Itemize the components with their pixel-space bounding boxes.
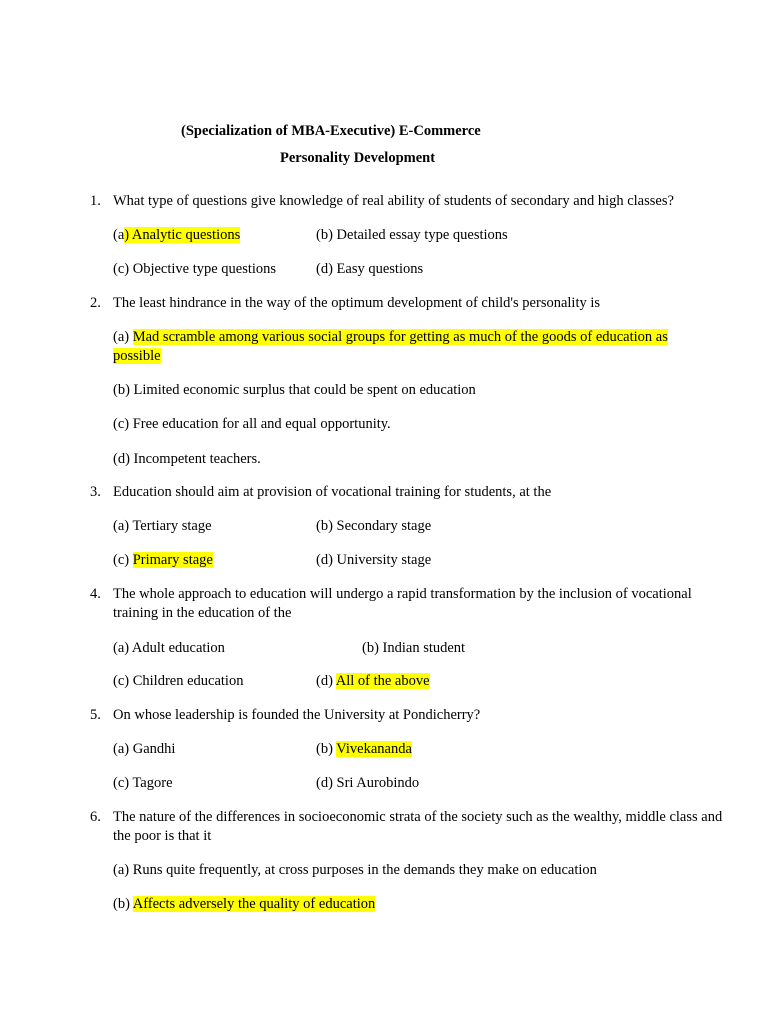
option-b: (b) Secondary stage	[316, 518, 432, 534]
option-a: (a) Tertiary stage	[113, 518, 212, 534]
question-text: The whole approach to education will undergo a rapid transformation by the inclusion of vocational training in the education of the	[113, 586, 692, 621]
option-d: (d) Sri Aurobindo	[316, 775, 420, 791]
option-c: (c) Objective type questions	[113, 261, 277, 277]
answer-highlight: Mad scramble among various social groups for getting as much of the goods of education as possible	[113, 329, 668, 364]
option-prefix: (a)	[113, 329, 133, 345]
option-c	[113, 551, 213, 570]
question-text: Education should aim at provision of vocational training for students, at the	[113, 484, 552, 500]
option-prefix: (a	[113, 227, 125, 243]
option-a: (a) Runs quite frequently, at cross purposes in the demands they make on education	[113, 862, 597, 878]
question-number: 5.	[90, 707, 101, 723]
option-c: (c) Tagore	[113, 775, 173, 791]
option-a	[113, 226, 240, 245]
question-text: What type of questions give knowledge of real ability of students of secondary and high classes?	[113, 193, 674, 209]
question-number: 2.	[90, 295, 101, 311]
option-b: (b) Indian student	[362, 640, 466, 656]
answer-highlight: ) Analytic questions	[124, 227, 241, 243]
question-number: 1.	[90, 193, 101, 209]
option-b	[113, 895, 375, 914]
question-text: The least hindrance in the way of the optimum development of child's personality is	[113, 295, 601, 311]
answer-highlight: Affects adversely the quality of education	[132, 896, 376, 912]
question-number: 3.	[90, 484, 101, 500]
question-text: On whose leadership is founded the University at Pondicherry?	[113, 707, 481, 723]
option-d: (d) University stage	[316, 552, 432, 568]
option-prefix: (c)	[113, 552, 133, 568]
option-prefix: (b)	[316, 741, 337, 757]
option-b: (b) Limited economic surplus that could be spent on education	[113, 382, 476, 398]
question-number: 4.	[90, 586, 101, 602]
answer-highlight: Primary stage	[132, 552, 213, 568]
option-d: (d) Incompetent teachers.	[113, 451, 261, 467]
option-c: (c) Free education for all and equal opportunity.	[113, 416, 391, 432]
option-c: (c) Children education	[113, 673, 244, 689]
document-title: (Specialization of MBA-Executive) E-Commerce	[181, 123, 481, 139]
option-b	[316, 740, 412, 759]
document-subtitle: Personality Development	[280, 150, 436, 166]
option-prefix: (b)	[113, 896, 133, 912]
answer-highlight: All of the above	[335, 673, 430, 689]
question-number: 6.	[90, 809, 101, 825]
option-b: (b) Detailed essay type questions	[316, 227, 508, 243]
option-d	[316, 672, 430, 691]
option-d: (d) Easy questions	[316, 261, 424, 277]
option-a: (a) Gandhi	[113, 741, 176, 757]
option-a	[113, 328, 713, 366]
answer-highlight: Vivekananda	[336, 741, 412, 757]
question-text: The nature of the differences in socioeconomic strata of the society such as the wealthy, middle class and the poor is that it	[113, 809, 723, 844]
option-prefix: (d)	[316, 673, 336, 689]
option-a: (a) Adult education	[113, 640, 225, 656]
